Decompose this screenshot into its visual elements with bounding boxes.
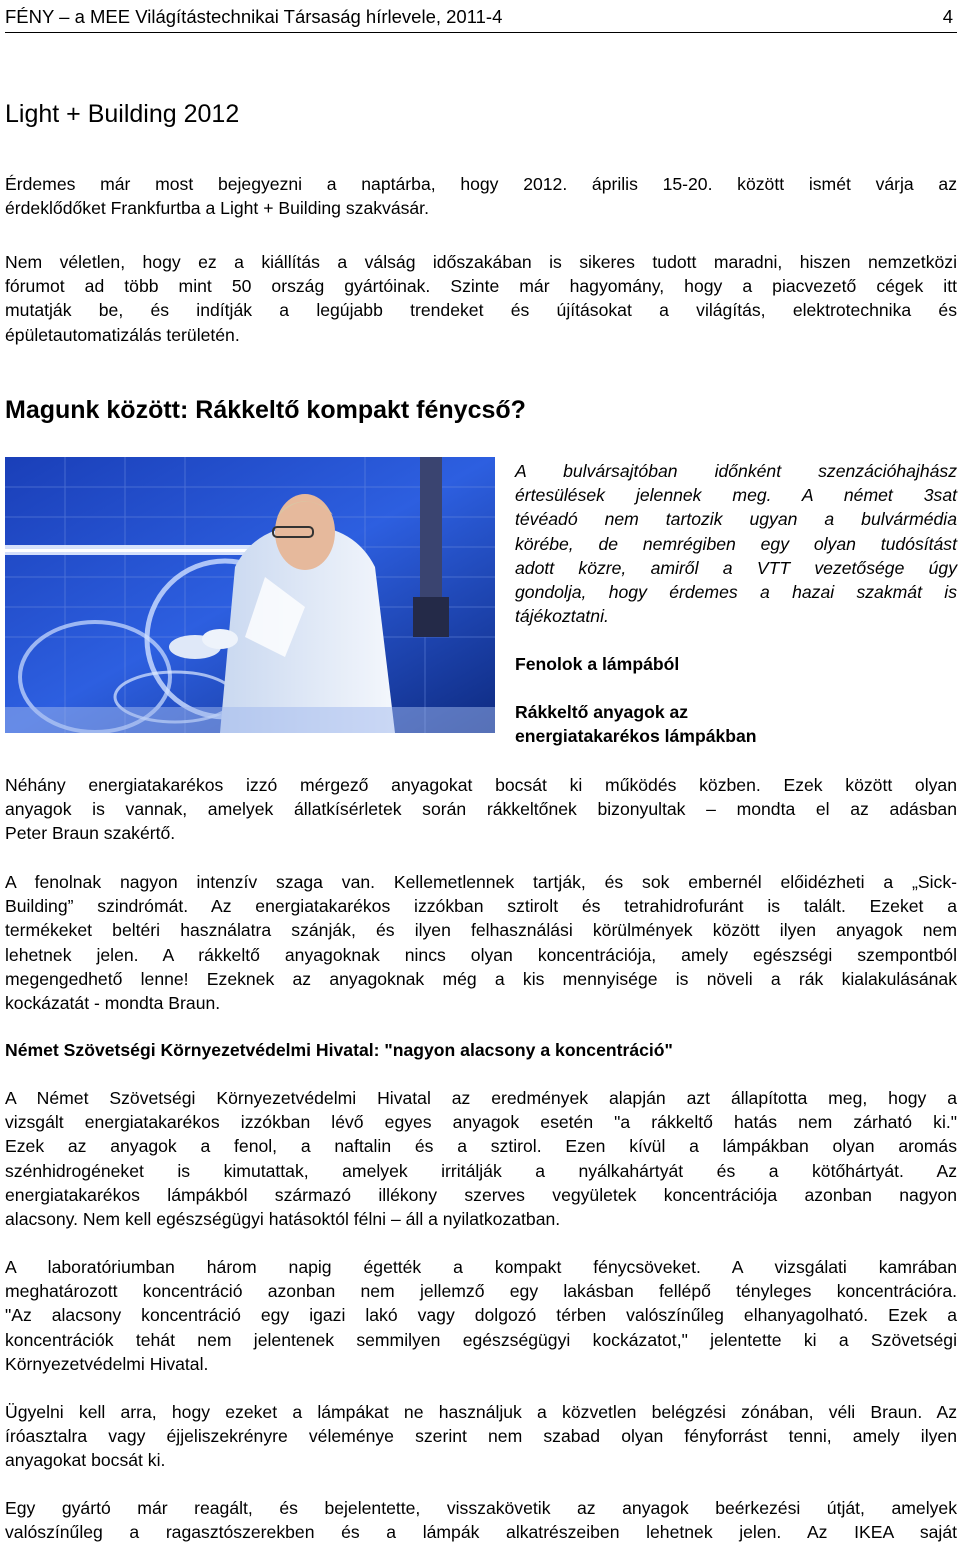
text-line: Ezek az anyagok a fenol, a naftalin és a sztirol. Ezen kívül a lámpákban olyan aromás bbox=[5, 1136, 957, 1157]
text-line: valószínűleg a ragasztószerekben és a lámpák alkatrészeiben lehetnek jelen. Az IKEA saját bbox=[5, 1522, 957, 1543]
paragraph-advice bbox=[5, 1400, 957, 1473]
text-line: lehetnek jelen. A rákkeltő anyagoknak nincs olyan koncentrációja, amely egészségi szempontból bbox=[5, 944, 957, 965]
text-line: Rákkeltő anyagok az bbox=[515, 702, 689, 722]
text-line: A fenolnak nagyon intenzív szaga van. Kellemetlennek tartják, és sok embernél előidézheti a „Sick- bbox=[5, 872, 957, 892]
subheading-carcinogens bbox=[515, 700, 957, 748]
text-line: gondolja, hogy érdemes a hazai szakmát is bbox=[515, 582, 957, 603]
article-title: Light + Building 2012 bbox=[5, 100, 240, 128]
page-number: 4 bbox=[942, 6, 953, 27]
text-line: íróasztalra vagy éjjeliszekrényre véleménye szerint nem szabad olyan fényforrást tenni, amely ilyen bbox=[5, 1426, 957, 1447]
text-line: Egy gyártó már reagált, és bejelentette, visszakövetik az anyagok beérkezési útját, amelyek bbox=[5, 1498, 957, 1518]
text-line: mutatják be, és indítják a legújabb trendeket és újításokat a világítás, elektrotechnika és bbox=[5, 300, 957, 321]
header-title: FÉNY – a MEE Világítástechnikai Társaság hírlevele, 2011-4 bbox=[5, 6, 503, 27]
text-line: koncentrációk tehát nem jelentenek semmilyen egészségügyi kockázatot," jelentette ki a Szövetségi bbox=[5, 1329, 957, 1350]
lab-photo bbox=[5, 457, 495, 733]
text-line: Nem véletlen, hogy ez a kiállítás a válság időszakában is sikeres tudott maradni, hiszen nemzetközi bbox=[5, 252, 957, 272]
text-line: megengedhető lenne! Ezeknek az anyagoknak még a kis mennyisége is növeli a rák kialakulásának bbox=[5, 968, 957, 989]
text-line: Peter Braun szakértő. bbox=[5, 823, 176, 844]
text-line: körébe, de nemrégiben egy olyan tudósítást bbox=[515, 533, 957, 554]
text-line: Fenolok a lámpából bbox=[515, 654, 680, 674]
paragraph-phenol bbox=[5, 870, 957, 1015]
paragraph-agency bbox=[5, 1086, 957, 1231]
bold-heading-agency: Német Szövetségi Környezetvédelmi Hivatal: "nagyon alacsony a koncentráció" bbox=[5, 1040, 673, 1060]
text-line: anyagokat bocsát ki. bbox=[5, 1450, 166, 1471]
newsletter-header bbox=[5, 4, 957, 33]
text-line: energiatakarékos lámpákban bbox=[515, 726, 757, 747]
text-line: épületautomatizálás területén. bbox=[5, 324, 240, 345]
text-line: "Az alacsony koncentráció egy igazi lakó vagy dolgozó térben valószínűleg elhanyagolható. Ezek a bbox=[5, 1305, 957, 1326]
paragraph-toxic bbox=[5, 773, 957, 846]
text-line: szénhidrogéneket is kimutattak, amelyek irritálják a nyálkahártyát és a kötőhártyát. Az bbox=[5, 1160, 957, 1181]
paragraph-fair bbox=[5, 250, 957, 347]
text-line: Building” szindrómát. Az energiatakarékos izzókban sztirolt és tetrahidrofuránt is talált. Ezeket a bbox=[5, 896, 957, 917]
text-line: kockázatát - mondta Braun. bbox=[5, 993, 221, 1014]
subheading-phenols bbox=[515, 652, 957, 676]
text-line: tévéadó nem tartozik ugyan a bulvármédia bbox=[515, 509, 957, 530]
text-line: meghatározott koncentráció azonban nem jellemző egy lakásban fellépő tényleges koncentrációra. bbox=[5, 1281, 957, 1302]
text-line: A bulvársajtóban időnként szenzációhajhász bbox=[515, 461, 957, 481]
text-line: Ügyelni kell arra, hogy ezeket a lámpákat ne használjuk a közvetlen belégzési zónában, véli Braun. Az bbox=[5, 1402, 957, 1422]
paragraph-manufacturer bbox=[5, 1496, 957, 1544]
text-line: fórumot ad több mint 50 ország gyártóinak. Szinte már hagyomány, hogy a piacvezető cégek itt bbox=[5, 276, 957, 297]
text-line: érdeklődőket Frankfurtba a Light + Building szakvásár. bbox=[5, 198, 429, 219]
text-line: értesülések jelennek meg. A német 3sat bbox=[515, 485, 957, 506]
text-line: alacsony. Nem kell egészségügyi hatásoktól félni – áll a nyilatkozatban. bbox=[5, 1209, 561, 1230]
text-line: adott közre, amiről a VTT vezetősége úgy bbox=[515, 557, 957, 578]
text-line: A Német Szövetségi Környezetvédelmi Hivatal az eredmények alapján azt állapította meg, hogy a bbox=[5, 1088, 957, 1108]
text-line: energiatakarékos lámpákból származó illékony szerves vegyületek koncentrációja azonban nagyon bbox=[5, 1184, 957, 1205]
text-line: vizsgált energiatakarékos izzókban lévő egyes anyagok esetén "a rákkeltő hatás nem zárható ki." bbox=[5, 1112, 957, 1133]
paragraph-laboratory bbox=[5, 1255, 957, 1376]
text-line: termékeket beltéri használatra szánják, és ilyen felhasználási körülmények között ilyen anyagok nem bbox=[5, 920, 957, 941]
text-line: anyagok is vannak, amelyek állatkísérletek során rákkeltőnek bizonyultak – mondta el az adásban bbox=[5, 799, 957, 820]
section-title: Magunk között: Rákkeltő kompakt fénycső? bbox=[5, 396, 526, 424]
text-line: Érdemes már most bejegyezni a naptárba, hogy 2012. április 15-20. között ismét várja az bbox=[5, 174, 957, 194]
text-line: A laboratóriumban három napig égették a kompakt fénycsöveket. A vizsgálati kamrában bbox=[5, 1257, 957, 1277]
text-line: Néhány energiatakarékos izzó mérgező anyagokat bocsát ki működés közben. Ezek között olyan bbox=[5, 775, 957, 795]
text-line: Környezetvédelmi Hivatal. bbox=[5, 1353, 209, 1374]
photo-caption-intro bbox=[515, 459, 957, 628]
text-line: tájékoztatni. bbox=[515, 606, 609, 627]
paragraph-intro bbox=[5, 172, 957, 220]
